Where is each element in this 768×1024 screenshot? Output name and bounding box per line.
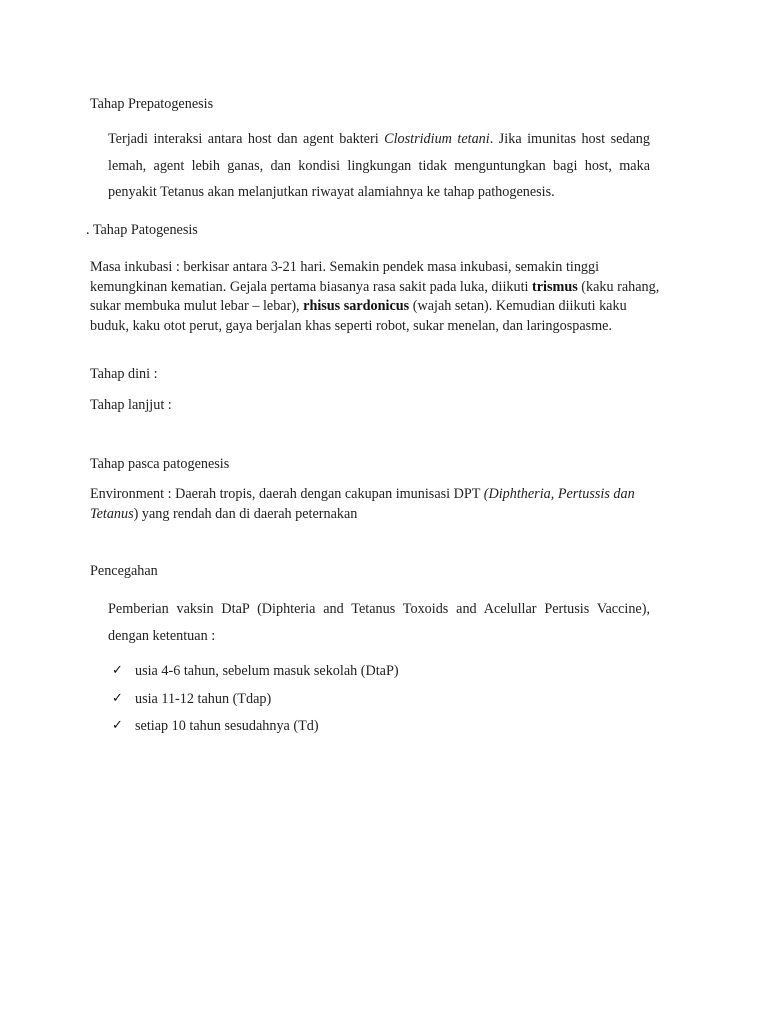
text-trismus: trismus xyxy=(532,278,578,295)
list-item xyxy=(108,662,399,690)
checkmark-icon: ✓ xyxy=(112,663,123,678)
text-inkubasi-3: (wajah setan). Kemudian diikuti kaku buduk, kaku otot perut, gaya berjalan khas seperti robot, sukar menelan, dan laringospasme. xyxy=(90,298,627,334)
text-prepatogenesis-1: Terjadi interaksi antara host dan agent bakteri xyxy=(108,131,385,147)
text-environment-2: ) yang rendah dan di daerah peternakan xyxy=(133,505,358,522)
text-inkubasi-1: Masa inkubasi : berkisar antara 3-21 hari. Semakin pendek masa inkubasi, semakin tinggi kemungkinan kematian. Gejala pertama biasanya rasa sakit pada luka, diikuti xyxy=(90,259,600,295)
label-tahap-lanjut: Tahap lanjjut : xyxy=(90,397,172,413)
vaccine-schedule-list xyxy=(108,662,399,745)
list-item-text: setiap 10 tahun sesudahnya (Td) xyxy=(135,718,319,734)
checkmark-icon: ✓ xyxy=(112,718,123,733)
text-dpt-expansion: (Diphtheria, Pertussis dan Tetanus xyxy=(90,486,635,522)
text-inkubasi-2: (kaku rahang, sukar membuka mulut lebar – lebar), xyxy=(90,278,660,314)
heading-pencegahan: Pencegahan xyxy=(90,563,158,579)
label-tahap-dini: Tahap dini : xyxy=(90,366,158,382)
paragraph-pencegahan: Pemberian vaksin DtaP (Diphteria and Tetanus Toxoids and Acelullar Pertusis Vaccine), dengan ketentuan : xyxy=(108,601,650,644)
list-item xyxy=(108,717,399,745)
list-item-text: usia 11-12 tahun (Tdap) xyxy=(135,690,272,707)
text-environment-1: Environment : Daerah tropis, daerah dengan cakupan imunisasi DPT xyxy=(90,486,484,502)
text-bacteria-name: Clostridium tetani xyxy=(384,131,490,147)
checkmark-icon: ✓ xyxy=(112,690,123,706)
heading-patogenesis: . Tahap Patogenesis xyxy=(86,222,198,238)
heading-pasca-patogenesis: Tahap pasca patogenesis xyxy=(90,456,230,472)
text-prepatogenesis-2: . Jika imunitas host sedang lemah, agent lebih ganas, dan kondisi lingkungan tidak menguntungkan bagi host, maka penyakit Tetanus akan melanjutkan riwayat alamiahnya ke tahap pathogenesis. xyxy=(108,131,650,200)
heading-prepatogenesis: Tahap Prepatogenesis xyxy=(90,96,214,112)
text-rhisus-sardonicus: rhisus sardonicus xyxy=(303,298,410,314)
list-item-text: usia 4-6 tahun, sebelum masuk sekolah (DtaP) xyxy=(135,663,399,679)
paragraph-prepatogenesis xyxy=(108,126,650,206)
list-item xyxy=(108,690,399,718)
paragraph-environment xyxy=(90,485,665,524)
paragraph-masa-inkubasi xyxy=(90,258,665,336)
